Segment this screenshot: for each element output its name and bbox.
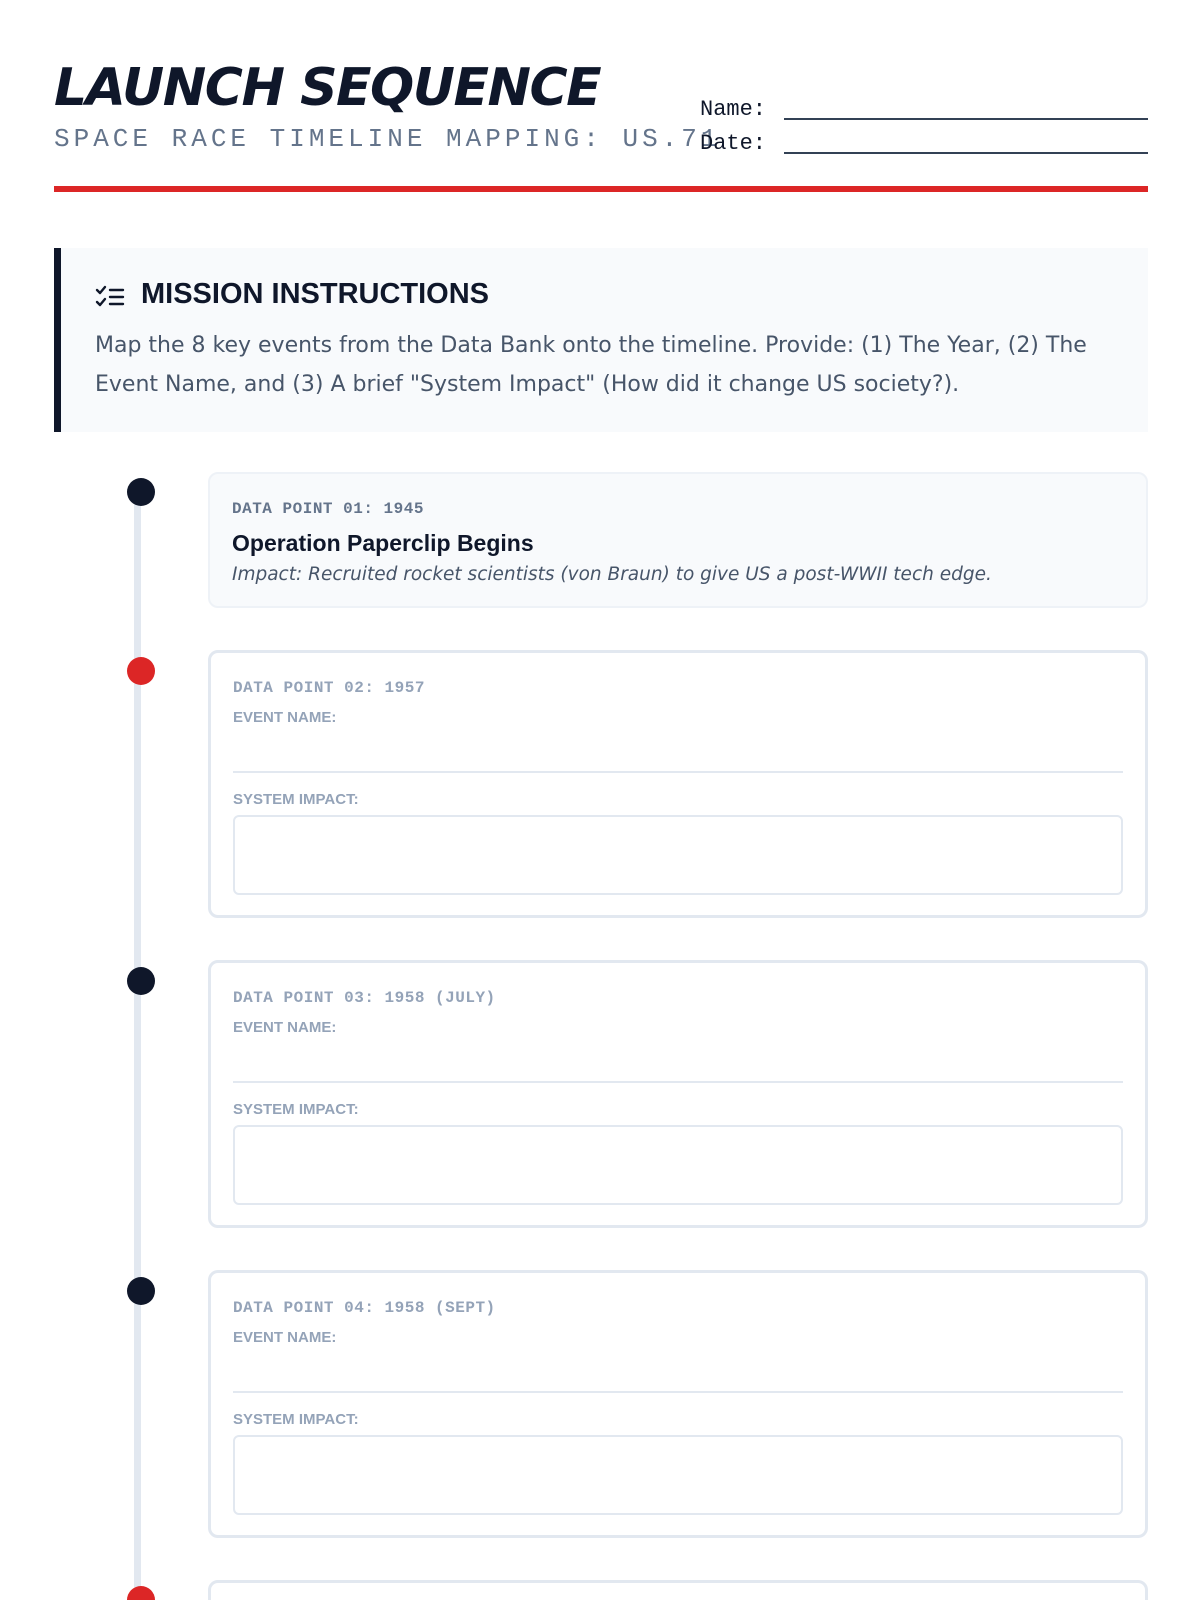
- instructions-panel: [54, 248, 1148, 432]
- system-impact-label: SYSTEM IMPACT:: [233, 1411, 359, 1428]
- data-point-label: DATA POINT 01: 1945: [232, 500, 424, 518]
- event-name-input[interactable]: [233, 1081, 1123, 1083]
- data-point-label: DATA POINT 03: 1958 (JULY): [233, 989, 496, 1007]
- event-name-label: EVENT NAME:: [233, 1019, 337, 1036]
- date-line[interactable]: [784, 152, 1148, 154]
- timeline-marker: [127, 1277, 155, 1305]
- data-point-card: [208, 1270, 1148, 1538]
- worksheet-header: [54, 52, 1148, 192]
- timeline-track: [134, 488, 141, 1600]
- data-point-label: DATA POINT 02: 1957: [233, 679, 425, 697]
- system-impact-input[interactable]: [233, 1125, 1123, 1205]
- data-point-card: [208, 472, 1148, 608]
- date-field[interactable]: [700, 130, 1148, 158]
- timeline-marker: [127, 657, 155, 685]
- event-impact: Impact: Recruited rocket scientists (von Braun) to give US a post-WWII tech edge.: [232, 564, 992, 585]
- system-impact-input[interactable]: [233, 1435, 1123, 1515]
- system-impact-label: SYSTEM IMPACT:: [233, 1101, 359, 1118]
- data-point-card: [208, 1580, 1148, 1600]
- event-title: Operation Paperclip Begins: [232, 530, 534, 556]
- header-divider: [54, 186, 1148, 192]
- event-name-label: EVENT NAME:: [233, 709, 337, 726]
- date-label: Date:: [700, 131, 767, 156]
- data-point-card: [208, 960, 1148, 1228]
- data-point-card: [208, 650, 1148, 918]
- page-subtitle: SPACE RACE TIMELINE MAPPING: US.71: [54, 124, 721, 154]
- name-field[interactable]: [700, 96, 1148, 124]
- system-impact-input[interactable]: [233, 815, 1123, 895]
- timeline-marker: [127, 967, 155, 995]
- page-title: LAUNCH SEQUENCE: [54, 58, 601, 118]
- event-name-label: EVENT NAME:: [233, 1329, 337, 1346]
- name-line[interactable]: [784, 118, 1148, 120]
- event-name-input[interactable]: [233, 1391, 1123, 1393]
- system-impact-label: SYSTEM IMPACT:: [233, 791, 359, 808]
- data-point-label: DATA POINT 04: 1958 (SEPT): [233, 1299, 496, 1317]
- event-name-input[interactable]: [233, 771, 1123, 773]
- timeline-marker: [127, 478, 155, 506]
- name-label: Name:: [700, 97, 767, 122]
- instructions-body: Map the 8 key events from the Data Bank onto the timeline. Provide: (1) The Year, (2) The Event Name, and (3) A brief "System Impact" (How did it change US society?).: [95, 333, 1087, 397]
- instructions-heading: MISSION INSTRUCTIONS: [141, 278, 490, 310]
- checklist-icon: [95, 282, 125, 312]
- timeline-marker: [127, 1586, 155, 1600]
